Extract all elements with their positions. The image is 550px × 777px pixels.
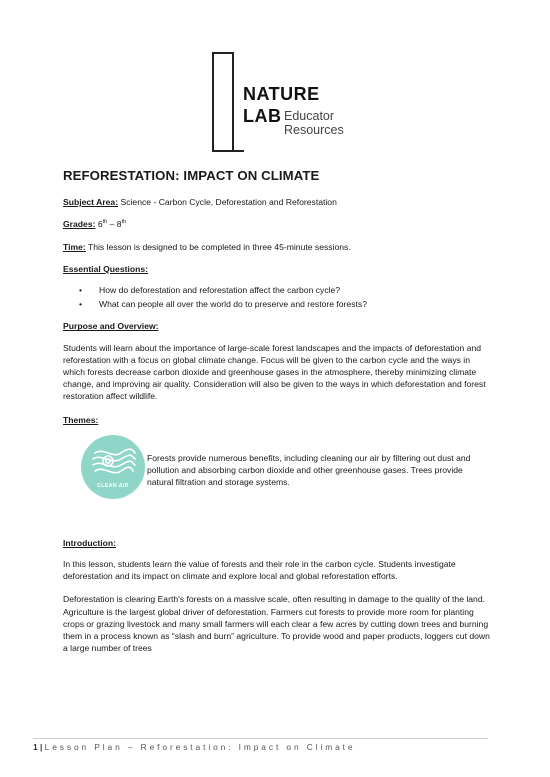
themes-heading: Themes: [63, 414, 99, 425]
logo-frame-horizontal [212, 136, 244, 152]
logo-resources-text: Resources [284, 123, 344, 137]
bullet-icon: • [79, 285, 83, 296]
grades-end-suffix: th [121, 219, 127, 226]
time [63, 241, 493, 253]
question-text: What can people all over the world do to preserve and restore forests? [99, 299, 367, 310]
themes-row [63, 435, 493, 513]
footer-title: Lesson Plan – Reforestation: Impact on Climate [44, 742, 356, 752]
introduction-paragraph-1: In this lesson, students learn the value of forests and their role in the carbon cycle. Students investigate deforestation and its impact on climate and explore local and global reforestation efforts. [63, 559, 456, 582]
lesson-content [63, 170, 493, 665]
logo-nature-text: NATURE [243, 84, 320, 104]
grades [63, 218, 493, 230]
lesson-title: REFORESTATION: IMPACT ON CLIMATE [63, 168, 320, 183]
subject-area [63, 196, 493, 208]
grades-start: 6 [95, 219, 103, 230]
logo-lab-text: LAB [243, 106, 282, 126]
introduction-paragraph-2: Deforestation is clearing Earth's forests on a massive scale, often resulting in damage to the quality of the land. Agriculture is the largest global driver of deforestation. Farmers cut forests to provide more room for planting crops or grazing livestock and many small farmers will each clear a few acres by cutting down trees and burning them in a process known as “slash and burn” agriculture. To provide wood and paper products, loggers cut down a large number of trees [63, 594, 490, 654]
introduction-heading: Introduction: [63, 537, 116, 548]
purpose-heading: Purpose and Overview: [63, 321, 159, 332]
clean-air-label: CLEAN AIR [97, 482, 129, 489]
subject-area-label: Subject Area: [63, 197, 119, 208]
bullet-icon: • [79, 299, 83, 310]
page-number: 1 [33, 742, 38, 752]
grades-label: Grades: [63, 219, 96, 230]
themes-description: Forests provide numerous benefits, including cleaning our air by filtering out dust and pollution and absorbing carbon dioxide and other greenhouse gases. Trees provide natural filtration and storage systems. [147, 452, 471, 488]
grades-start-suffix: th [102, 219, 108, 226]
page-footer [33, 738, 488, 752]
list-item [63, 298, 493, 310]
clean-air-badge-icon [81, 435, 145, 499]
essential-questions-list [63, 284, 493, 310]
question-text: How do deforestation and reforestation affect the carbon cycle? [99, 285, 341, 296]
time-value: This lesson is designed to be completed in three 45-minute sessions. [85, 241, 351, 252]
nature-lab-logo [212, 52, 352, 152]
grades-end: – 8 [107, 219, 122, 230]
time-label: Time: [63, 241, 86, 252]
list-item [63, 284, 493, 296]
logo-educator-text: Educator [284, 109, 335, 123]
subject-area-value: Science - Carbon Cycle, Deforestation and Reforestation [118, 197, 337, 208]
footer-separator: | [37, 742, 45, 752]
essential-questions-heading: Essential Questions: [63, 263, 149, 274]
purpose-paragraph: Students will learn about the importance of large-scale forest landscapes and the impacts of deforestation and reforestation with a focus on global climate change. Focus will be given to the carbon cycle and the ways in which forests decrease carbon dioxide and greenhouse gases in the atmosphere, thereby minimizing climate change, and improving air quality. Consideration will also be given to the ways in which deforestation and forest restoration affect wildlife. [63, 342, 486, 402]
